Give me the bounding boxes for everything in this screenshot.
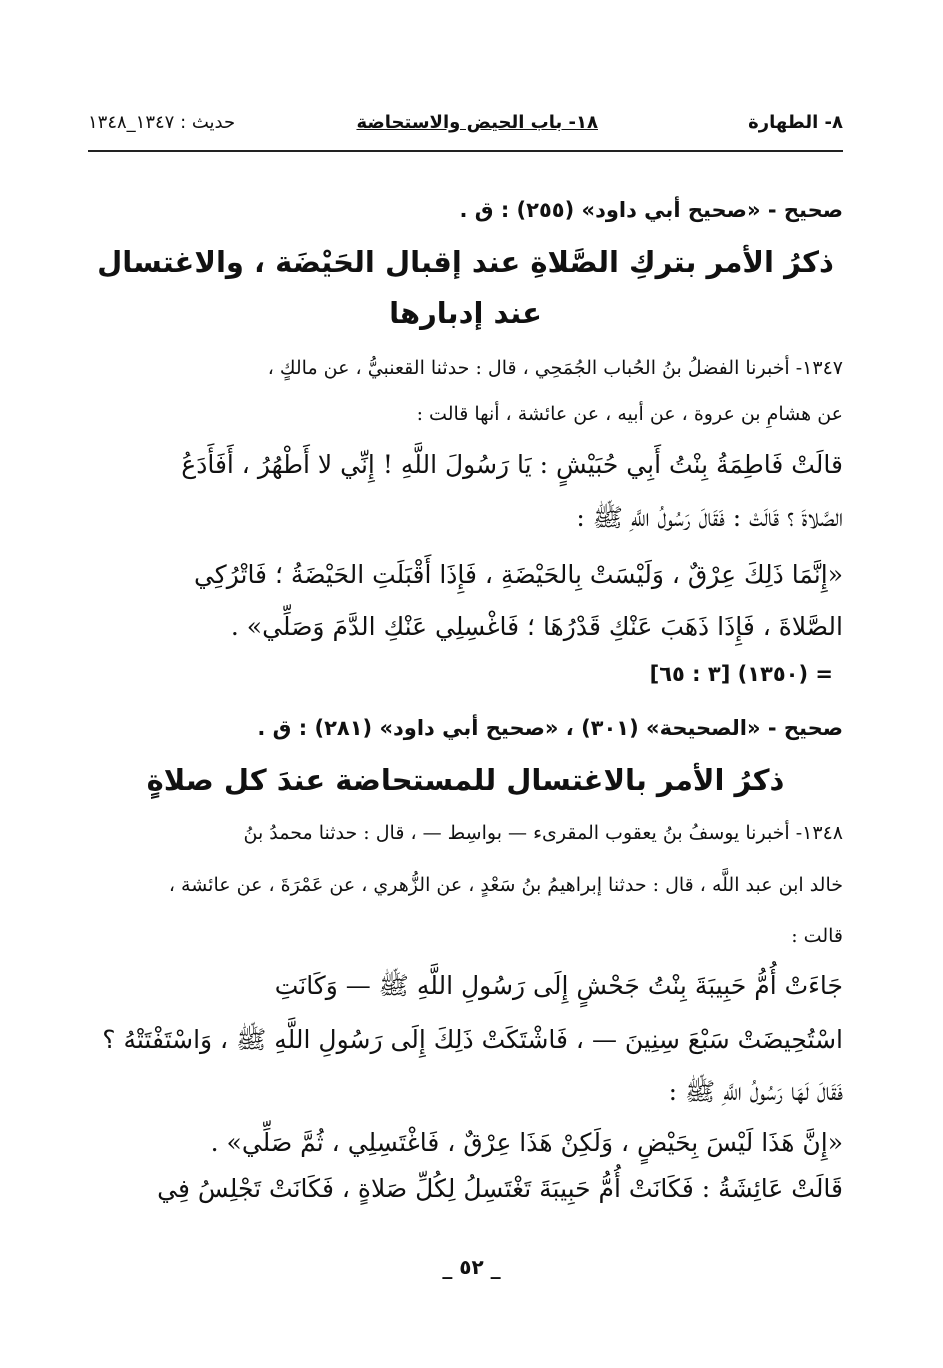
isnad-line: قالت : <box>791 925 843 947</box>
running-header <box>88 112 843 142</box>
isnad-line: ١٣٤٨- أخبرنا يوسفُ بنُ يعقوب المقرىء — بواسِط — ، قال : حدثنا محمدُ بنُ <box>243 822 843 844</box>
hadith-text-line: «إِنَّ هَذَا لَيْسَ بِحَيْضٍ ، وَلَكِنْ هَذَا عِرْقٌ ، فَاغْتَسِلِي ، ثُمَّ صَلِّي» . <box>210 1128 843 1157</box>
section-title: ذكرُ الأمر بتركِ الصَّلاةِ عند إقبال الحَيْضَة ، والاغتسال <box>97 245 834 279</box>
cross-reference: = (١٣٥٠) [٣ : ٦٥] <box>649 662 833 686</box>
hadith-text-line: قالَتْ فَاطِمَةُ بِنْتُ أَبِي حُبَيْشٍ : يَا رَسُولَ اللَّهِ ! إِنِّي لا أَطْهُرُ ، أَفَأَدَعُ <box>181 450 843 479</box>
isnad-line: عن هشامِ بن عروة ، عن أبيه ، عن عائشة ، أنها قالت : <box>416 403 843 425</box>
header-chapter: ١٨- باب الحيض والاستحاضة <box>356 112 598 133</box>
section-title-continued: عند إدبارها <box>389 296 542 330</box>
hadith-text-line: اسْتُحِيضَتْ سَبْعَ سِنِينَ — ، فَاشْتَكَتْ ذَلِكَ إِلَى رَسُولِ اللَّهِ ﷺ ، وَاسْتَفْتَتْهُ ؟ <box>102 1025 843 1054</box>
page-number: _ ٥٢ _ <box>442 1255 501 1279</box>
isnad-line: ١٣٤٧- أخبرنا الفضلُ بنُ الحُباب الجُمَحِي ، قال : حدثنا القعنبيُّ ، عن مالكٍ ، <box>267 357 843 379</box>
grading-line: صحيح - «الصحيحة» (٣٠١) ، «صحيح أبي داود» (٢٨١) : ق . <box>257 716 843 740</box>
hadith-text-line: جَاءَتْ أُمُّ حَبِيبَةَ بِنْتُ جَحْشٍ إِلَى رَسُولِ اللَّهِ ﷺ — وَكَانَتِ <box>274 971 843 1000</box>
hadith-text-line: «إِنَّمَا ذَلِكَ عِرْقٌ ، وَلَيْسَتْ بِالحَيْضَةِ ، فَإِذَا أَقْبَلَتِ الحَيْضَةُ ؛ فَاتْرُكِي <box>193 560 843 589</box>
hadith-text-line: فَقَالَ لَهَا رَسُولُ اللَّهِ ﷺ : <box>668 1077 843 1106</box>
header-rule <box>88 150 843 152</box>
header-book: ٨- الطهارة <box>748 112 843 133</box>
hadith-text-line: الصَّلاةَ ، فَإِذَا ذَهَبَ عَنْكِ قَدْرُهَا ؛ فَاغْسِلِي عَنْكِ الدَّمَ وَصَلِّي» . <box>230 612 843 641</box>
hadith-text-line: قَالَتْ عَائِشَةُ : فَكَانَتْ أُمُّ حَبِيبَةَ تَغْتَسِلُ لِكُلِّ صَلاةٍ ، فَكَانَتْ تَجْلِسُ فِي <box>157 1174 843 1203</box>
isnad-line: خالد ابن عبد اللَّه ، قال : حدثنا إبراهيمُ بنُ سَعْدٍ ، عن الزُّهري ، عن عَمْرَةَ ، عن عائشة ، <box>168 874 843 896</box>
hadith-text-line: الصَّلاةَ ؟ قَالَتْ : فَقَالَ رَسُولُ اللَّهِ ﷺ : <box>576 503 843 532</box>
header-hadith-range: حديث : ١٣٤٧_١٣٤٨ <box>88 112 236 133</box>
grading-line: صحيح - «صحيح أبي داود» (٢٥٥) : ق . <box>459 198 843 222</box>
section-title: ذكرُ الأمر بالاغتسال للمستحاضة عندَ كل صلاةٍ <box>146 763 785 797</box>
